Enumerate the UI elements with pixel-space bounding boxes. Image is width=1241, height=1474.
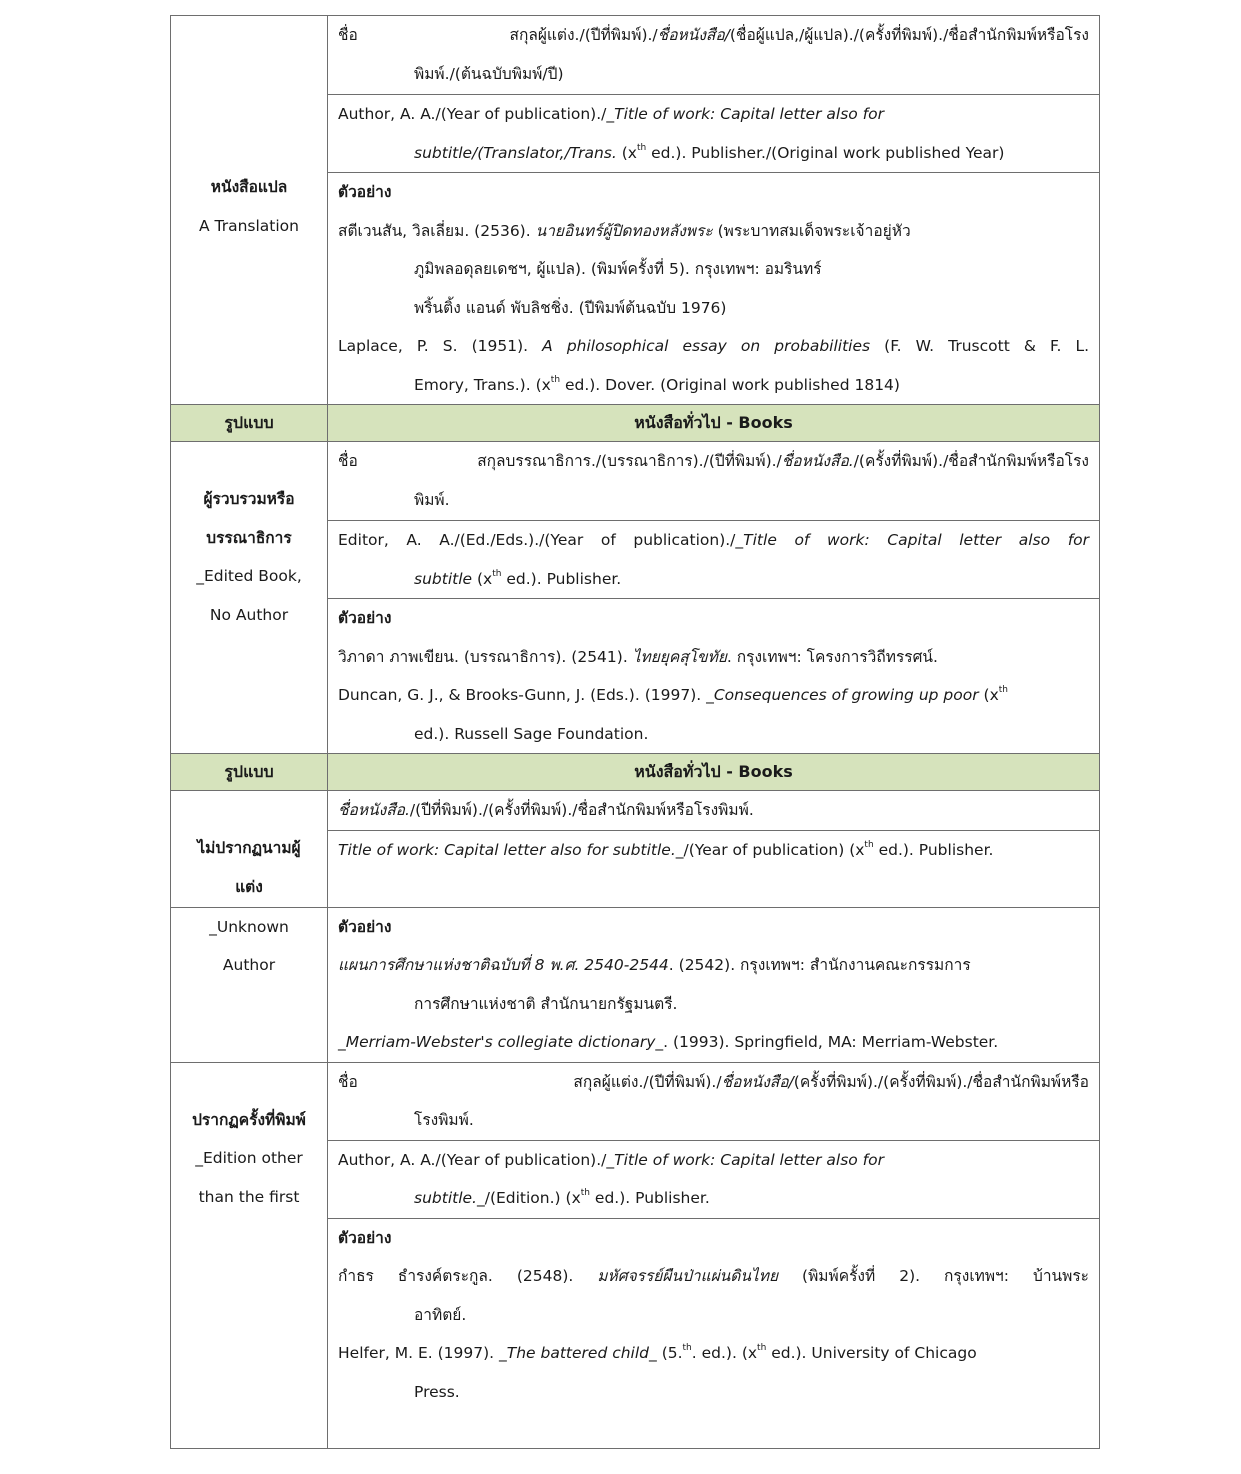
format-thai-unknown (328, 791, 1100, 831)
text: . กรุงเทพฯ: โครงการวิถีทรรศน์. (726, 647, 938, 666)
text-italic: ชื่อหนังสือ. (781, 452, 854, 470)
format-english-unknown (328, 830, 1100, 907)
text-italic: The battered child_ (506, 1344, 657, 1362)
text: การศึกษาแห่งชาติ สำนักนายกรัฐมนตรี. (414, 994, 678, 1013)
text: Emory, Trans.). (x (414, 375, 551, 394)
superscript: th (550, 374, 561, 385)
label-translation-en: A Translation (199, 216, 299, 235)
text: ed.). Publisher./(Original work published Year) (646, 143, 1005, 162)
text: (x (472, 569, 493, 588)
text: Author, A. A./(Year of publication)./_ (338, 1150, 615, 1169)
text: (พระบาทสมเด็จพระเจ้าอยู่หัว (712, 221, 911, 240)
label-edition-en: than the first (198, 1187, 300, 1206)
text: พริ้นติ้ง แอนด์ พับลิชชิ่ง. (ปีพิมพ์ต้นฉบับ 1976) (414, 298, 727, 317)
text: โรงพิมพ์. (414, 1111, 474, 1129)
superscript: th (580, 1188, 590, 1198)
label-edition (171, 1062, 328, 1448)
text-italic: ชื่อหนังสือ/ (721, 1072, 794, 1091)
text-italic: Title of work: Capital letter also for subtitle._ (338, 840, 684, 859)
text: /(ปีที่พิมพ์)./(ครั้งที่พิมพ์)./ชื่อสำนักพิมพ์หรือโรงพิมพ์. (409, 801, 754, 819)
text: ed.). Russell Sage Foundation. (414, 724, 649, 743)
label-translation (171, 16, 328, 405)
text: Editor, A. A./(Ed./Eds.)./(Year of publication)./_ (338, 531, 744, 549)
text: Duncan, G. J., & Brooks-Gunn, J. (Eds.). (1997). _ (338, 686, 714, 704)
example-label: ตัวอย่าง (338, 1228, 392, 1247)
superscript: th (864, 839, 874, 850)
format-thai-edition (328, 1062, 1100, 1140)
text-italic: subtitle/(Translator,/Trans. (414, 143, 617, 162)
text: (F. W. Truscott & F. L. (870, 337, 1090, 355)
superscript: th (998, 685, 1008, 695)
text: ed.). Publisher. (873, 840, 994, 859)
format-english-edition (328, 1140, 1100, 1218)
text: . (2542). กรุงเทพฯ: สำนักงานคณะกรรมการ (668, 956, 971, 974)
label-unknown-en (171, 907, 328, 1062)
label-edition-th: ปรากฏครั้งที่พิมพ์ (192, 1110, 306, 1129)
label-translation-th: หนังสือแปล (210, 178, 288, 196)
label-edited-en: _Edited Book, (196, 567, 302, 585)
text-italic: Title of work: Capital letter also for (614, 1150, 884, 1169)
text: ชื่อ สกุลบรรณาธิการ./(บรรณาธิการ)./(ปีที่พิมพ์)./ (338, 452, 782, 470)
section-header (171, 405, 1100, 442)
text: สตีเวนสัน, วิลเลี่ยม. (2536). (338, 221, 536, 240)
text: ed.). Publisher. (589, 1189, 710, 1207)
text: (ชื่อผู้แปล,/ผู้แปล)./(ครั้งที่พิมพ์)./ชื่อสำนักพิมพ์หรือโรง (729, 26, 1089, 44)
label-unknown-th (171, 791, 328, 908)
superscript: th (757, 1343, 767, 1353)
header-format: รูปแบบ (171, 405, 328, 442)
example-translation (328, 173, 1100, 405)
format-english-edited (328, 521, 1100, 599)
label-edited-th: บรรณาธิการ (206, 528, 292, 547)
text: /(Year of publication) (x (683, 840, 865, 859)
header-books: หนังสือทั่วไป - Books (328, 754, 1100, 791)
text: . (1993). Springfield, MA: Merriam-Webster. (663, 1033, 999, 1051)
header-books: หนังสือทั่วไป - Books (328, 405, 1100, 442)
text-italic: ชื่อหนังสือ. (338, 801, 410, 819)
text: /(Edition.) (x (484, 1189, 581, 1207)
text: แต่ง (235, 877, 263, 896)
text: พิมพ์./(ต้นฉบับพิมพ์/ปี) (414, 64, 564, 83)
example-label: ตัวอย่าง (338, 917, 392, 936)
reference-format-table (170, 15, 1100, 1449)
label-edited-th: ผู้รวบรวมหรือ (203, 490, 295, 508)
text-italic: Title of work: Capital letter also for (743, 531, 1090, 549)
superscript: th (636, 142, 647, 153)
example-edition (328, 1218, 1100, 1448)
text-italic: นายอินทร์ผู้ปิดทองหลังพระ (535, 221, 713, 240)
text-italic: แผนการศึกษาแห่งชาติฉบับที่ 8 พ.ศ. 2540-2544 (338, 956, 669, 974)
text: ภูมิพลอดุลยเดชฯ, ผู้แปล). (พิมพ์ครั้งที่ 5). กรุงเทพฯ: อมรินทร์ (414, 260, 822, 278)
superscript: th (492, 568, 502, 579)
text-italic: _Merriam-Webster's collegiate dictionary_ (338, 1033, 664, 1051)
example-unknown (328, 907, 1100, 1062)
section-header (171, 754, 1100, 791)
text: ชื่อ สกุลผู้แต่ง./(ปีที่พิมพ์)./ (338, 26, 658, 44)
text: Author, A. A./(Year of publication)./_ (338, 105, 615, 123)
text: กำธร ธำรงค์ตระกูล. (2548). (338, 1267, 598, 1285)
text-italic: subtitle (414, 569, 473, 588)
text-italic: Consequences of growing up poor (713, 686, 979, 704)
example-label: ตัวอย่าง (338, 609, 392, 627)
text: Author (222, 956, 276, 974)
text: . ed.). (x (691, 1344, 758, 1362)
text: (x (616, 143, 637, 162)
text: วิภาดา ภาพเขียน. (บรรณาธิการ). (2541). (338, 647, 633, 666)
text: _Unknown (209, 917, 289, 936)
text: (ครั้งที่พิมพ์)./(ครั้งที่พิมพ์)./ชื่อสำนักพิมพ์หรือ (793, 1072, 1089, 1091)
format-thai-edited (328, 442, 1100, 521)
text: ชื่อ สกุลผู้แต่ง./(ปีที่พิมพ์)./ (338, 1072, 722, 1091)
format-english-translation (328, 95, 1100, 173)
label-edition-en: _Edition other (195, 1149, 303, 1167)
text: ed.). Dover. (Original work published 1814) (560, 375, 900, 394)
text: Helfer, M. E. (1997). _ (338, 1344, 507, 1362)
label-edited-en: No Author (209, 605, 289, 624)
text: /(ครั้งที่พิมพ์)./ชื่อสำนักพิมพ์หรือโรง (853, 452, 1089, 470)
header-format: รูปแบบ (171, 754, 328, 791)
superscript: th (682, 1343, 692, 1353)
text: ed.). Publisher. (501, 569, 622, 588)
text: (พิมพ์ครั้งที่ 2). กรุงเทพฯ: บ้านพระ (778, 1267, 1089, 1285)
text: Laplace, P. S. (1951). (338, 337, 543, 355)
text: พิมพ์. (414, 490, 450, 509)
text: (x (978, 686, 999, 704)
format-thai-translation (328, 16, 1100, 95)
text: Press. (414, 1382, 460, 1401)
label-edited (171, 442, 328, 754)
text: (5. (656, 1344, 683, 1362)
text-italic: subtitle._ (414, 1189, 485, 1207)
example-label: ตัวอย่าง (338, 183, 392, 201)
text-italic: มหัศจรรย์ผืนป่าแผ่นดินไทย (597, 1267, 779, 1285)
text-italic: ไทยยุคสุโขทัย (632, 647, 727, 666)
example-edited (328, 599, 1100, 754)
text-italic: ชื่อหนังสือ/ (657, 26, 730, 44)
text-italic: Title of work: Capital letter also for (614, 105, 884, 123)
text: อาทิตย์. (414, 1305, 467, 1324)
text: ed.). University of Chicago (766, 1344, 977, 1362)
text: ไม่ปรากฏนามผู้ (197, 839, 301, 857)
text-italic: A philosophical essay on probabilities (542, 337, 871, 355)
